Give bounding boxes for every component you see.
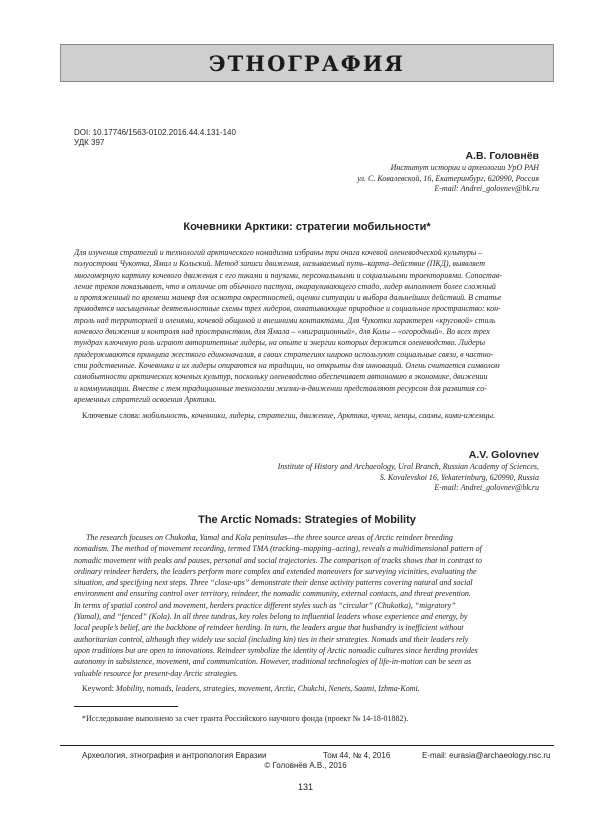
section-banner [60,44,554,82]
section-title: ЭТНОГРАФИЯ [208,50,406,76]
ru-affiliation-line: E-mail: Andrei_golovnev@bk.ru [434,184,539,194]
abstract-line: ление треков показывает, что в отличие от обычного пастуха, окарауливающего стадо, лидер выполняет более сложный [74,281,496,291]
abstract-line: полуострова Чукотка, Ямал и Кольский. Метод записи движения, называемый путь–карта–действие (ПКД), выявляет [74,259,486,269]
en-affiliation [219,462,539,494]
page-number: 131 [297,782,314,792]
abstract-line: троль над территорией и оленями, кочевой общиной и внешними контактами. Для Чукотки характерен «круговой» стиль [74,315,496,325]
abstract-line: nomadic movement with peaks and pauses, personal and social trajectories. The comparison of tracks shows that in contrast to [74,555,482,565]
footnote-divider [74,706,178,707]
abstract-line: кочевого движения и контроля над пространством, для Ямала – «миграционный», для Колы – «огородный». Во всех трех [74,327,490,337]
footer-email: E-mail: eurasia@archaeology.nsc.ru [422,751,551,760]
ru-affiliation-line: Институт истории и археологии УрО РАН [390,163,539,172]
abstract-line: The research focuses on Chukotka, Yamal and Kola peninsulas—the three source areas of Arctic reindeer breeding [86,533,453,542]
en-abstract [74,532,538,679]
en-article-title: The Arctic Nomads: Strategies of Mobility [198,514,416,526]
udk: УДК 397 [74,138,105,147]
en-affiliation-line: S. Kovalevskoi 16, Yekaterinburg, 620990, Russia [379,472,539,482]
abstract-line: environment and ensuring control over territory, reindeer, the nomadic community, external contacts, and threat prevention. [74,589,471,599]
abstract-line: local people’s belief, are the backbone of reindeer herding. In turn, the leaders argue that husbandry is inefficient without [74,623,464,633]
en-affiliation-line: Institute of History and Archaeology, Ural Branch, Russian Academy of Sciences, [277,462,539,471]
footer-journal: Археология, этнография и антропология Евразии [82,751,267,760]
ru-keywords-label: Ключевые слова: [82,411,141,420]
abstract-line: многомерную картину кочевого движения с его пиками и паузами, персональными и социальными траекториями. Сопостав- [74,270,503,280]
abstract-line: ordinary reindeer herders, the leaders perform more complex and extended maneuvers for surveying vicinities, evaluating the [74,566,477,576]
en-author-name: A.V. Golovnev [468,449,539,461]
abstract-line: In terms of spatial control and movement, herders practice different styles such as “circular” (Chukotka), “migratory” [74,600,456,610]
abstract-line: самобытности арктических кочевых культур, поскольку оленеводство обеспечивает автономию в экономике, движении [74,372,488,382]
footnote: *Исследование выполнено за счет гранта Российского научного фонда (проект № 14-18-01882). [82,714,409,723]
en-keywords-label: Keyword: [82,684,114,693]
abstract-line: тундрах ключевую роль играют авторитетные лидеры, на опыте и энергии которых держится оленеводство. Лидеры [74,338,486,348]
abstract-line: nomadism. The method of movement recording, termed TMA (tracking–mapping–acting), reveals a multidimensional pattern of [74,544,482,554]
ru-affiliation-line: ул. С. Ковалевской, 16, Екатеринбург, 620990, Россия [357,173,539,183]
abstract-line: (Yamal), and “fenced” (Kola). In all three tundras, key roles belong to influential leaders whose experience and energy, by [74,612,468,622]
abstract-line: приводятся насыщенные деятельностные схемы трех лидеров, охватывающие природное и социальное пространство: кон- [74,304,501,314]
abstract-line: valuable resource for present-day Arctic strategies. [74,668,238,678]
abstract-line: временных стратегий освоения Арктики. [74,394,217,404]
ru-keywords-list: мобильность, кочевники, лидеры, стратегии, движение, Арктика, чукчи, ненцы, саамы, коми-ижемцы. [140,411,495,420]
abstract-line: и коммуникации. Вместе с тем традиционные технологии жизни-в-движении представляют ресурсом для развития со- [74,383,487,393]
ru-article-title: Кочевники Арктики: стратегии мобильности* [183,221,431,233]
en-keywords [82,684,542,694]
footer-divider [60,745,554,746]
ru-author-name: А.В. Головнёв [465,150,539,162]
footer-volume: Том 44, № 4, 2016 [323,751,391,760]
abstract-line: upon traditions but are open to innovations. Reindeer symbolize the identity of Arctic nomadic cultures since herding provides [74,645,478,655]
ru-keywords [82,411,542,421]
abstract-line: authoritarian control, although they widely use social (including kin) ties in their strategies. Nomads and their leaders rely [74,634,469,644]
abstract-line: и протяженный по времени маневр для осмотра окрестностей, оценки ситуации и выбора дальнейших действий. В статье [74,293,502,303]
abstract-line: Для изучения стратегий и технологий арктического номадизма избраны три очага кочевой оленеводческой культуры – [74,248,483,257]
abstract-line: autonomy in subsistence, movement, and communication. However, traditional technologies of life-in-motion can be seen as [74,657,472,667]
ru-affiliation [239,163,539,195]
en-keywords-list: Mobility, nomads, leaders, strategies, movement, Arctic, Chukchi, Nenets, Saami, Izhma-Komi. [114,684,420,693]
ru-abstract [74,247,538,405]
abstract-line: придерживаются принципа жесткого единоначалия, в своих стратегиях широко используют социальные связи, в частно- [74,349,494,359]
doi: DOI: 10.17746/1563-0102.2016.44.4.131-140 [74,128,236,137]
abstract-line: situation, and specifying next steps. Three “close-ups” demonstrate their dense activity patterns covering natural and social [74,578,473,588]
abstract-line: сти родственные. Кочевники и их лидеры опираются на традиции, но открыты для инноваций. Олень считается символом [74,360,500,370]
en-affiliation-line: E-mail: Andrei_golovnev@bk.ru [434,483,539,493]
footer-copyright: © Головнёв А.В., 2016 [264,761,347,770]
